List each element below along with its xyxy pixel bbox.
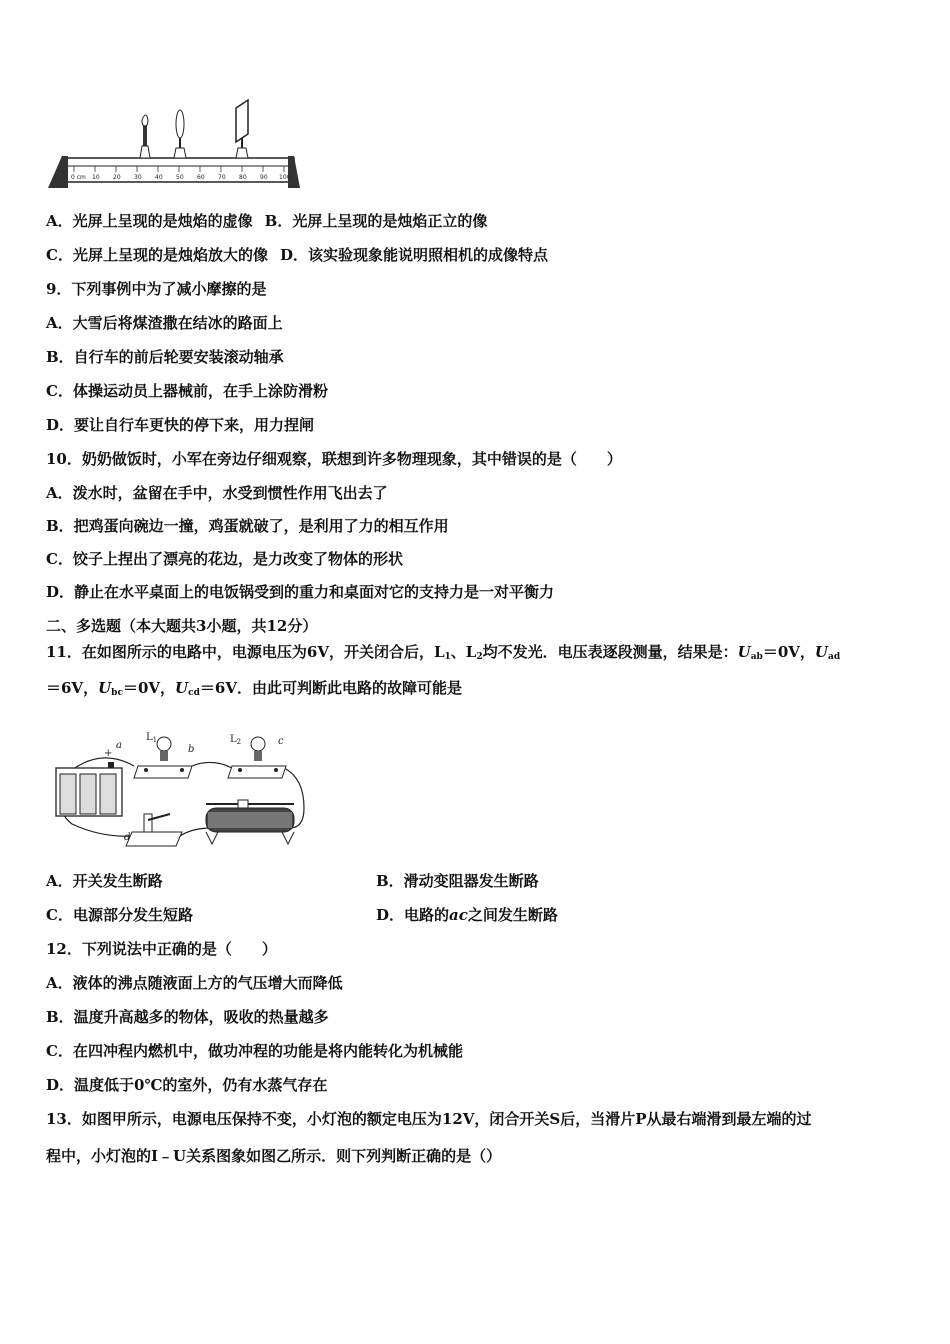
tick-label: 70 <box>218 174 226 181</box>
optical-bench-figure <box>44 96 304 191</box>
q13-stem-line2: 程中，小灯泡的I﹣U关系图象如图乙所示．则下列判断正确的是（） <box>46 1147 502 1165</box>
label-d: d <box>124 832 131 843</box>
q10-option-c: C．饺子上捏出了漂亮的花边，是力改变了物体的形状 <box>46 550 403 568</box>
tick-label: 0 cm <box>71 174 86 181</box>
label-a: a <box>116 740 122 751</box>
circuit-figure <box>42 728 312 853</box>
bench-right-support <box>288 156 300 188</box>
q12-stem: 12．下列说法中正确的是（ ） <box>46 940 277 958</box>
q11-stem-line1: 11．在如图所示的电路中，电源电压为6V，开关闭合后，$L_1$、$L_2$均不发光．电压表逐段测量，结果是：$U_{ab}=0V$，$U_{ad}$ <box>46 643 841 662</box>
q12-option-d: D．温度低于0℃的室外，仍有水蒸气存在 <box>46 1076 328 1094</box>
q12-option-a: A．液体的沸点随液面上方的气压增大而降低 <box>46 974 343 992</box>
label-c: c <box>278 736 284 747</box>
q11-option-d: D．电路的ac之间发生断路 <box>376 906 558 924</box>
bench-left-support <box>48 156 68 188</box>
q10-stem: 10．奶奶做饭时，小军在旁边仔细观察，联想到许多物理现象，其中错误的是（ ） <box>46 450 622 468</box>
bulb-l1-icon <box>134 737 195 778</box>
tick-label: 50 <box>176 174 184 181</box>
section-heading: 二、多选题（本大题共3小题，共12分） <box>46 617 318 635</box>
q11-option-c: C．电源部分发生短路 <box>46 906 193 924</box>
q8-option-c: C．光屏上呈现的是烛焰放大的像 <box>46 246 268 264</box>
q12-option-b: B．温度升高越多的物体，吸收的热量越多 <box>46 1008 329 1026</box>
q8-option-d: D．该实验现象能说明照相机的成像特点 <box>279 246 548 264</box>
tick-label: 60 <box>197 174 205 181</box>
q11-option-a: A．开关发生断路 <box>46 872 163 890</box>
q9-stem: 9．下列事例中为了减小摩擦的是 <box>46 280 267 298</box>
q11-option-b: B．滑动变阻器发生断路 <box>376 872 539 890</box>
tick-label: 20 <box>113 174 121 181</box>
q11-stem-line2: ＝6V，$U_{bc}=0V$，$U_{cd}=6V$．由此可判断此电路的故障可能是 <box>46 679 462 698</box>
q10-option-d: D．静止在水平桌面上的电饭锅受到的重力和桌面对它的支持力是一对平衡力 <box>46 583 555 601</box>
q8-option-a: A．光屏上呈现的是烛焰的虚像 <box>46 212 253 230</box>
battery-icon <box>56 762 122 816</box>
tick-label: 30 <box>134 174 142 181</box>
candle-icon <box>140 115 150 158</box>
label-l1: $L_1$ <box>146 732 158 744</box>
tick-label: 10 <box>92 174 100 181</box>
q12-option-c: C．在四冲程内燃机中，做功冲程的功能是将内能转化为机械能 <box>46 1042 463 1060</box>
q9-option-a: A．大雪后将煤渣撒在结冰的路面上 <box>46 314 283 332</box>
q13-stem-line1: 13．如图甲所示，电源电压保持不变，小灯泡的额定电压为12V，闭合开关S后，当滑片P从最右端滑到最左端的过 <box>46 1110 812 1128</box>
switch-icon <box>126 814 182 846</box>
label-l2: $L_2$ <box>230 734 242 746</box>
tick-label: 90 <box>260 174 268 181</box>
tick-label: 40 <box>155 174 163 181</box>
q10-option-b: B．把鸡蛋向碗边一撞，鸡蛋就破了，是利用了力的相互作用 <box>46 517 449 535</box>
lens-icon <box>174 110 186 158</box>
tick-label: 80 <box>239 174 247 181</box>
q10-option-a: A．泼水时，盆留在手中，水受到惯性作用飞出去了 <box>46 484 388 502</box>
label-plus: + <box>104 748 113 759</box>
screen-icon <box>236 100 248 158</box>
rheostat-icon <box>206 800 294 844</box>
label-b: b <box>188 744 195 755</box>
q9-option-d: D．要让自行车更快的停下来，用力捏闸 <box>46 416 315 434</box>
q9-option-b: B．自行车的前后轮要安装滚动轴承 <box>46 348 284 366</box>
q9-option-c: C．体操运动员上器械前，在手上涂防滑粉 <box>46 382 328 400</box>
q8-option-b: B．光屏上呈现的是烛焰正立的像 <box>264 212 488 230</box>
tick-label: 100 <box>279 174 291 181</box>
